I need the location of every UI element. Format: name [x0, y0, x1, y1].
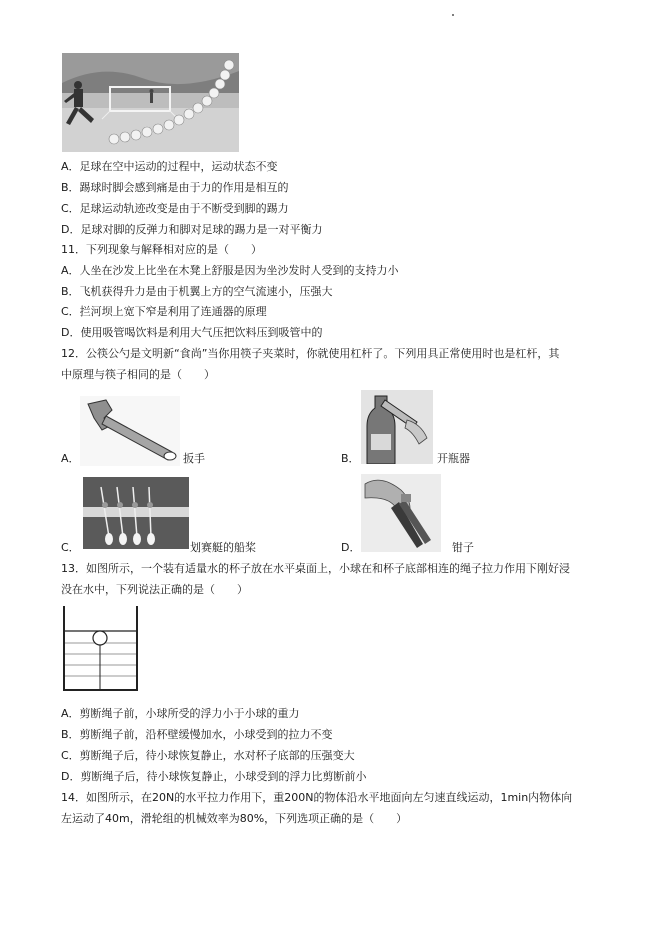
- scan-speck: [452, 14, 454, 16]
- q12-option-d-figure: [361, 474, 441, 552]
- q13-option-c: C．剪断绳子后，待小球恢复静止，水对杯子底部的压强变大: [61, 749, 355, 762]
- q12-option-b-figure: [361, 390, 433, 464]
- q12-option-b-label: 开瓶器: [437, 452, 470, 465]
- q12-option-a-letter: A．: [61, 452, 80, 465]
- cup-with-ball-icon: [61, 604, 141, 692]
- q10-option-c: C．足球运动轨迹改变是由于不断受到脚的踢力: [61, 202, 289, 215]
- q10-option-d: D．足球对脚的反弹力和脚对足球的踢力是一对平衡力: [61, 223, 323, 236]
- q12-option-d-label: 钳子: [452, 541, 474, 554]
- q12-stem-line1: 12．公筷公勺是文明新“食尚”当你用筷子夹菜时，你就使用杠杆了。下列用具正常使用时也是杠杆，其: [61, 347, 560, 360]
- football-scene-icon: [62, 53, 239, 152]
- q13-stem-line1: 13．如图所示，一个装有适量水的杯子放在水平桌面上，小球在和杯子底部相连的绳子拉力作用下刚好浸: [61, 562, 570, 575]
- q12-option-b-letter: B．: [341, 452, 360, 465]
- bottle-opener-icon: [361, 390, 433, 464]
- football-photo: [62, 53, 239, 152]
- oar-icon: [83, 477, 189, 549]
- q12-option-c-figure: [83, 477, 189, 549]
- q14-stem-line1: 14．如图所示，在20N的水平拉力作用下，重200N的物体沿水平地面向左匀速直线运动，1min内物体向: [61, 791, 573, 804]
- q12-option-c-label: 划赛艇的船桨: [190, 541, 256, 554]
- q11-option-c: C．拦河坝上宽下窄是利用了连通器的原理: [61, 305, 267, 318]
- q13-stem-line2: 没在水中，下列说法正确的是（ ）: [61, 583, 248, 596]
- q11-option-b: B．飞机获得升力是由于机翼上方的空气流速小，压强大: [61, 285, 333, 298]
- q14-stem-line2: 左运动了40m，滑轮组的机械效率为80%，下列选项正确的是（ ）: [61, 812, 408, 825]
- q12-option-a-label: 扳手: [183, 452, 205, 465]
- q12-option-d-letter: D．: [341, 541, 361, 554]
- q12-option-a-figure: [80, 396, 180, 466]
- q10-option-a: A．足球在空中运动的过程中，运动状态不变: [61, 160, 278, 173]
- q13-cup-diagram: [61, 604, 141, 692]
- q13-option-d: D．剪断绳子后，待小球恢复静止，小球受到的浮力比剪断前小: [61, 770, 367, 783]
- pliers-icon: [361, 474, 441, 552]
- q13-option-a: A．剪断绳子前，小球所受的浮力小于小球的重力: [61, 707, 300, 720]
- wrench-icon: [80, 396, 180, 466]
- q12-stem-line2: 中原理与筷子相同的是（ ）: [61, 368, 215, 381]
- q13-option-b: B．剪断绳子前，沿杯壁缓慢加水，小球受到的拉力不变: [61, 728, 333, 741]
- q11-option-a: A．人坐在沙发上比坐在木凳上舒服是因为坐沙发时人受到的支持力小: [61, 264, 399, 277]
- q10-option-b: B．踢球时脚会感到痛是由于力的作用是相互的: [61, 181, 289, 194]
- q12-option-c-letter: C．: [61, 541, 80, 554]
- q11-option-d: D．使用吸管喝饮料是利用大气压把饮料压到吸管中的: [61, 326, 323, 339]
- q11-stem: 11．下列现象与解释相对应的是（ ）: [61, 243, 262, 256]
